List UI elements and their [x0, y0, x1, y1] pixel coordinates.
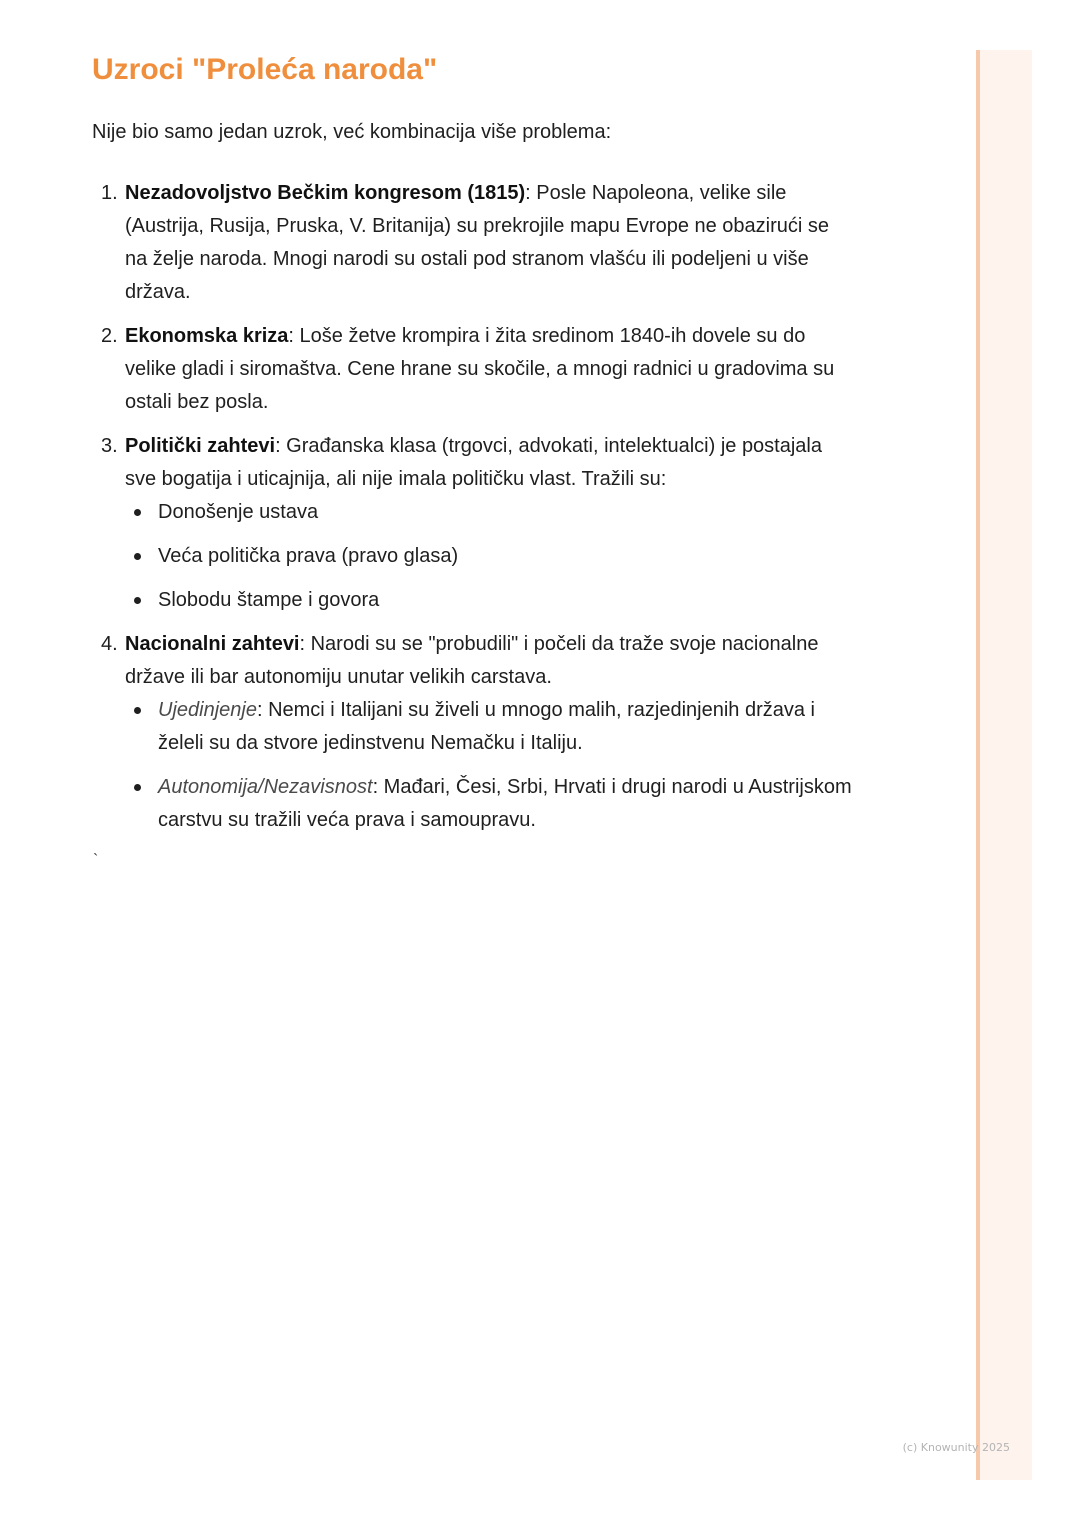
cause-item-2: [101, 320, 852, 419]
list-item: [158, 694, 852, 760]
cause-item-1: [101, 177, 852, 309]
cause-heading: Nezadovoljstvo Bečkim kongresom (1815): [125, 182, 526, 204]
stray-mark: `: [93, 852, 99, 869]
page-title: Uzroci "Proleća naroda": [92, 53, 438, 86]
list-item-term: Autonomija/Nezavisnost: [158, 776, 373, 798]
cause-number: 4.: [101, 633, 118, 655]
list-item: Veća politička prava (pravo glasa): [158, 540, 852, 573]
cause-number: 1.: [101, 182, 118, 204]
cause-item-4: [101, 628, 852, 837]
list-item: [158, 771, 852, 837]
demands-list: [125, 496, 852, 617]
cause-text: : Loše žetve krompira i žita sredinom 1840-ih dovele su do velike gladi i siromaštva. Cene hrane su skočile, a mnogi radnici u gradovima su ostali bez posla.: [125, 325, 835, 413]
bullet-icon: [134, 553, 141, 560]
cause-heading: Nacionalni zahtevi: [125, 633, 300, 655]
cause-number: 2.: [101, 325, 118, 347]
list-item: Donošenje ustava: [158, 496, 852, 529]
list-item-text: : Mađari, Česi, Srbi, Hrvati i drugi narodi u Austrijskom carstvu su tražili veća prava i samoupravu.: [158, 776, 852, 831]
cause-text: : Narodi su se "probudili" i počeli da traže svoje nacionalne države ili bar autonomiju unutar velikih carstava.: [125, 633, 819, 688]
cause-item-3: [101, 430, 852, 617]
bullet-icon: [134, 509, 141, 516]
bullet-icon: [134, 707, 141, 714]
cause-text: : Građanska klasa (trgovci, advokati, intelektualci) je postajala sve bogatija i uticajnija, ali nije imala političku vlast. Tražili su:: [125, 435, 822, 490]
document-body: [92, 48, 852, 848]
margin-sidebar: [976, 50, 1032, 1480]
cause-heading: Ekonomska kriza: [125, 325, 289, 347]
cause-number: 3.: [101, 435, 118, 457]
cause-text: : Posle Napoleona, velike sile (Austrija, Rusija, Pruska, V. Britanija) su prekrojile mapu Evrope ne obazirući se na želje naroda. Mnogi narodi su ostali pod stranom vlašću ili podeljeni u više država.: [125, 182, 830, 303]
list-item-term: Ujedinjenje: [158, 699, 257, 721]
national-demands-list: [125, 694, 852, 837]
bullet-icon: [134, 597, 141, 604]
intro-paragraph: Nije bio samo jedan uzrok, već kombinacija više problema:: [92, 121, 612, 143]
bullet-icon: [134, 784, 141, 791]
copyright-notice: (c) Knowunity 2025: [902, 1441, 1010, 1454]
cause-heading: Politički zahtevi: [125, 435, 276, 457]
causes-list: [92, 177, 852, 837]
list-item-text: : Nemci i Italijani su živeli u mnogo malih, razjedinjenih država i želeli su da stvore jedinstvenu Nemačku i Italiju.: [158, 699, 815, 754]
list-item: Slobodu štampe i govora: [158, 584, 852, 617]
